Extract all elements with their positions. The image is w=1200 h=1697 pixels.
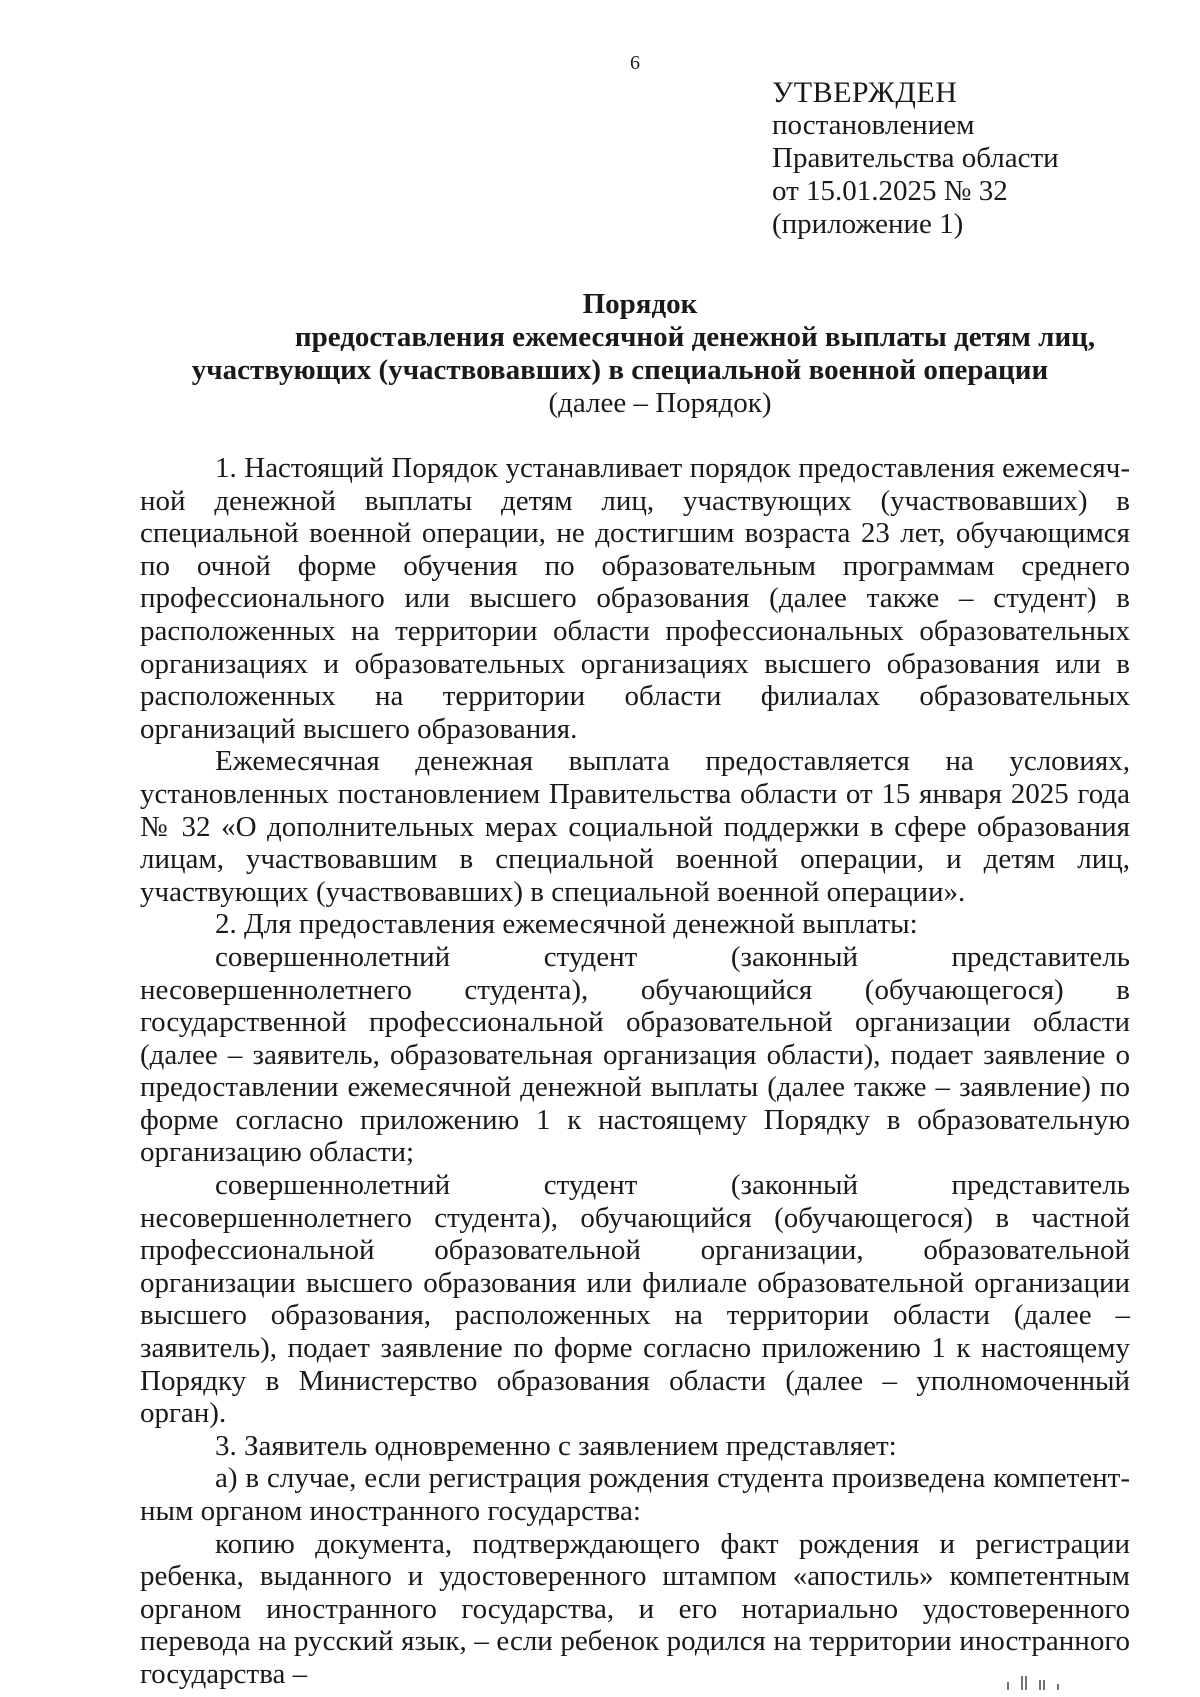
approval-stamp: УТВЕРЖДЕН	[772, 76, 958, 109]
paragraph: Ежемесячная денежная выплата предоставляется на условиях, установленных постановлением Правительства области от 15 января 2025 года № 32 «О дополнительных мерах социальной поддержки в сфере образования лицам, участвовавшим в специальной военной операции, и детям лиц, участвующих (участвовавших) в специальной военной операции».	[140, 745, 1130, 908]
title-heading: Порядок	[582, 288, 698, 320]
title-subline: (далее – Порядок)	[548, 387, 772, 419]
approval-line: Правительства области	[772, 142, 1059, 174]
page-number: 6	[630, 52, 640, 74]
paragraph: совершеннолетний студент (законный представитель несовершеннолетнего студента), обучающийся (обучающегося) в частной профессиональной образовательной организации, образовательной организации высшего образования или филиале образовательной организации высшего образования, расположенных на территории области (далее – заявитель), подает заявление по форме согласно приложению 1 к настоящему Порядку в Министерство образования области (далее – уполномоченный орган).	[140, 1169, 1130, 1430]
paragraph: совершеннолетний студент (законный представитель несовершеннолетнего студента), обучающийся (обучающегося) в государственной профессиональной образовательной организации области (далее – заявитель, образовательная организация области), подает заявление о предоставлении ежемесячной денежной выплаты (далее также – заявление) по форме согласно приложению 1 к настоящему Порядку в образовательную организацию области;	[140, 940, 1130, 1169]
paragraph: 2. Для предоставления ежемесячной денежной выплаты:	[215, 908, 918, 941]
approval-line: (приложение 1)	[772, 208, 964, 240]
scan-artifact-mark	[1000, 1670, 1080, 1690]
approval-line: от 15.01.2025 № 32	[772, 175, 1008, 207]
paragraph: а) в случае, если регистрация рождения студента произведена компетентным органом иностранного государства:	[140, 1462, 1130, 1527]
document-body	[140, 452, 1130, 1691]
approval-block	[772, 76, 1059, 241]
title-line: предоставления ежемесячной денежной выплаты детям лиц,	[294, 321, 1096, 353]
approval-line: постановлением	[772, 109, 975, 141]
paragraph: 1. Настоящий Порядок устанавливает порядок предоставления ежемесячной денежной выплаты детям лиц, участвующих (участвовавших) в специальной военной операции, не достигшим возраста 23 лет, обучающимся по очной форме обучения по образовательным программам среднего профессионального или высшего образования (далее также – студент) в расположенных на территории области профессиональных образовательных организациях и образовательных организациях высшего образования или в расположенных на территории области филиалах образовательных организаций высшего образования.	[140, 452, 1130, 745]
paragraph: 3. Заявитель одновременно с заявлением представляет:	[215, 1429, 897, 1462]
title-line: участвующих (участвовавших) в специальной военной операции	[191, 354, 1049, 386]
paragraph: копию документа, подтверждающего факт рождения и регистрации ребенка, выданного и удостоверенного штампом «апостиль» компетентным органом иностранного государства, и его нотариально удостоверенного перевода на русский язык, – если ребенок родился на территории иностранного государства –	[140, 1527, 1130, 1690]
document-title	[140, 288, 1140, 420]
